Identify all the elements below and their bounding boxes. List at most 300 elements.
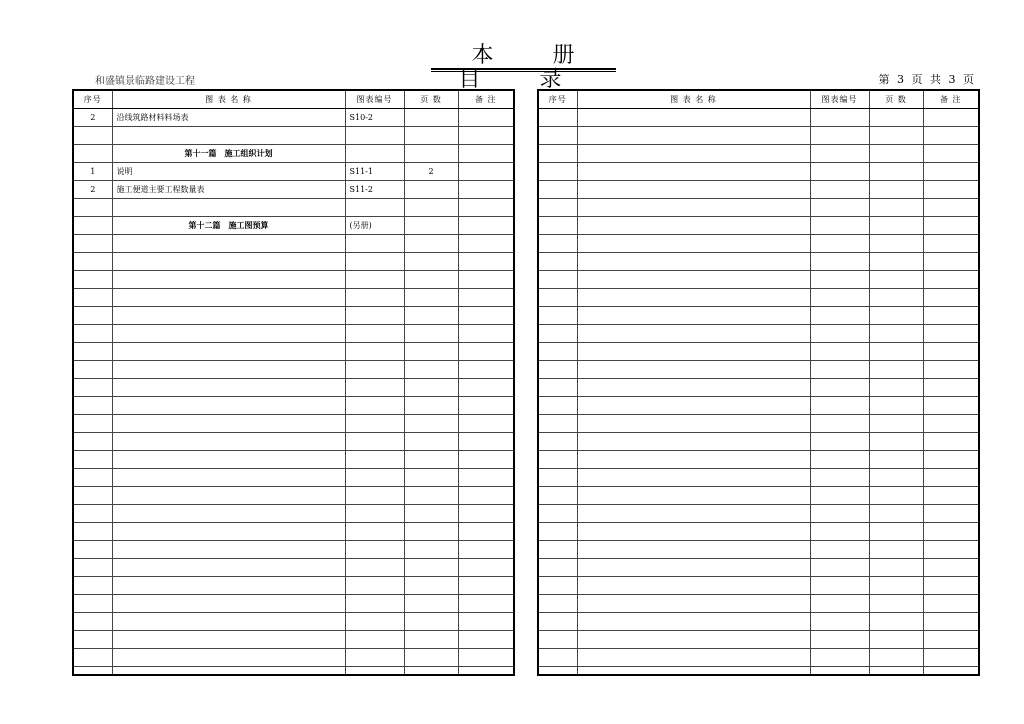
cell-code bbox=[810, 271, 869, 289]
cell-name bbox=[112, 631, 345, 649]
cell-remark bbox=[458, 253, 513, 271]
cell-no bbox=[539, 523, 577, 541]
cell-code bbox=[810, 253, 869, 271]
cell-remark bbox=[458, 325, 513, 343]
cell-name bbox=[577, 361, 810, 379]
cell-code bbox=[345, 271, 404, 289]
cell-pages bbox=[404, 397, 458, 415]
cell-name bbox=[112, 559, 345, 577]
header-name: 图 表 名 称 bbox=[577, 91, 810, 109]
cell-name bbox=[112, 235, 345, 253]
table-row bbox=[539, 217, 978, 235]
cell-pages bbox=[869, 667, 923, 677]
cell-no: 2 bbox=[74, 109, 112, 127]
cell-remark bbox=[923, 361, 978, 379]
cell-code bbox=[810, 397, 869, 415]
table-row bbox=[74, 631, 513, 649]
cell-name bbox=[577, 397, 810, 415]
table-row bbox=[539, 307, 978, 325]
cell-pages bbox=[404, 271, 458, 289]
cell-no bbox=[74, 379, 112, 397]
cell-name bbox=[577, 343, 810, 361]
cell-name bbox=[577, 217, 810, 235]
cell-remark bbox=[458, 649, 513, 667]
cell-no bbox=[539, 433, 577, 451]
cell-pages bbox=[404, 487, 458, 505]
cell-code bbox=[810, 325, 869, 343]
cell-no bbox=[539, 667, 577, 677]
cell-pages bbox=[869, 379, 923, 397]
cell-remark bbox=[923, 397, 978, 415]
cell-pages bbox=[404, 181, 458, 199]
cell-name bbox=[577, 595, 810, 613]
cell-pages bbox=[869, 559, 923, 577]
cell-remark bbox=[923, 451, 978, 469]
cell-code bbox=[345, 541, 404, 559]
cell-code bbox=[810, 559, 869, 577]
cell-name bbox=[577, 415, 810, 433]
cell-remark bbox=[923, 145, 978, 163]
cell-code bbox=[810, 523, 869, 541]
table-row bbox=[539, 505, 978, 523]
cell-pages bbox=[869, 487, 923, 505]
cell-code bbox=[810, 109, 869, 127]
cell-pages bbox=[869, 415, 923, 433]
cell-pages bbox=[869, 577, 923, 595]
cell-no bbox=[539, 487, 577, 505]
cell-code: (另册) bbox=[345, 217, 404, 235]
cell-pages bbox=[869, 631, 923, 649]
cell-remark bbox=[923, 109, 978, 127]
cell-pages bbox=[404, 577, 458, 595]
cell-no bbox=[539, 235, 577, 253]
table-row bbox=[539, 109, 978, 127]
table-row bbox=[539, 199, 978, 217]
table-row bbox=[74, 109, 513, 127]
cell-no bbox=[539, 595, 577, 613]
cell-code bbox=[345, 469, 404, 487]
table-row bbox=[74, 289, 513, 307]
cell-remark bbox=[458, 361, 513, 379]
cell-no bbox=[539, 451, 577, 469]
table-row bbox=[74, 181, 513, 199]
cell-no bbox=[539, 109, 577, 127]
cell-name bbox=[112, 289, 345, 307]
cell-code bbox=[345, 451, 404, 469]
cell-pages bbox=[869, 433, 923, 451]
cell-pages bbox=[869, 181, 923, 199]
cell-no bbox=[539, 145, 577, 163]
cell-name bbox=[112, 325, 345, 343]
cell-code bbox=[810, 289, 869, 307]
table-row bbox=[74, 271, 513, 289]
cell-remark bbox=[923, 559, 978, 577]
cell-name bbox=[577, 559, 810, 577]
table-row bbox=[74, 307, 513, 325]
cell-name bbox=[112, 343, 345, 361]
header-pages: 页 数 bbox=[404, 91, 458, 109]
cell-code bbox=[810, 235, 869, 253]
cell-pages bbox=[404, 127, 458, 145]
cell-pages bbox=[404, 613, 458, 631]
cell-no bbox=[539, 199, 577, 217]
cell-code bbox=[345, 613, 404, 631]
cell-no bbox=[74, 631, 112, 649]
cell-pages bbox=[869, 523, 923, 541]
cell-pages bbox=[869, 217, 923, 235]
table-row bbox=[539, 253, 978, 271]
table-header-row bbox=[74, 91, 513, 109]
cell-name bbox=[112, 199, 345, 217]
cell-code bbox=[810, 649, 869, 667]
cell-code bbox=[810, 361, 869, 379]
cell-pages bbox=[869, 361, 923, 379]
cell-code bbox=[810, 487, 869, 505]
cell-name bbox=[112, 649, 345, 667]
cell-code bbox=[345, 343, 404, 361]
table-row bbox=[539, 181, 978, 199]
cell-code bbox=[345, 199, 404, 217]
cell-no bbox=[539, 325, 577, 343]
table-row bbox=[74, 649, 513, 667]
cell-pages bbox=[404, 595, 458, 613]
cell-pages bbox=[404, 199, 458, 217]
cell-no bbox=[539, 631, 577, 649]
cell-code bbox=[810, 343, 869, 361]
table-row bbox=[74, 541, 513, 559]
cell-remark bbox=[458, 127, 513, 145]
header-no: 序号 bbox=[539, 91, 577, 109]
cell-name bbox=[577, 487, 810, 505]
cell-code bbox=[345, 595, 404, 613]
cell-name bbox=[112, 469, 345, 487]
cell-remark bbox=[458, 379, 513, 397]
cell-pages bbox=[869, 289, 923, 307]
table-row bbox=[539, 631, 978, 649]
table-row bbox=[74, 217, 513, 235]
table-row bbox=[539, 397, 978, 415]
cell-remark bbox=[458, 487, 513, 505]
cell-pages bbox=[404, 217, 458, 235]
cell-remark bbox=[458, 613, 513, 631]
cell-no bbox=[74, 649, 112, 667]
cell-pages bbox=[404, 631, 458, 649]
cell-remark bbox=[923, 613, 978, 631]
cell-name bbox=[577, 433, 810, 451]
cell-remark bbox=[923, 469, 978, 487]
cell-remark bbox=[923, 631, 978, 649]
cell-remark bbox=[923, 325, 978, 343]
cell-no bbox=[539, 361, 577, 379]
cell-no bbox=[74, 271, 112, 289]
cell-no bbox=[74, 415, 112, 433]
cell-name bbox=[112, 397, 345, 415]
cell-remark bbox=[458, 523, 513, 541]
cell-name bbox=[577, 235, 810, 253]
cell-no bbox=[539, 415, 577, 433]
cell-pages bbox=[404, 433, 458, 451]
cell-no bbox=[74, 127, 112, 145]
cell-no bbox=[539, 307, 577, 325]
cell-name bbox=[112, 379, 345, 397]
cell-pages bbox=[404, 145, 458, 163]
cell-name bbox=[112, 361, 345, 379]
cell-remark bbox=[458, 559, 513, 577]
cell-name bbox=[577, 145, 810, 163]
cell-name bbox=[577, 505, 810, 523]
cell-pages bbox=[404, 325, 458, 343]
cell-remark bbox=[923, 163, 978, 181]
cell-no bbox=[539, 613, 577, 631]
cell-code bbox=[345, 415, 404, 433]
cell-remark bbox=[458, 199, 513, 217]
cell-name bbox=[577, 613, 810, 631]
cell-code: S11-1 bbox=[345, 163, 404, 181]
cell-no bbox=[539, 379, 577, 397]
cell-name bbox=[577, 523, 810, 541]
cell-pages bbox=[869, 649, 923, 667]
cell-code bbox=[345, 127, 404, 145]
table-row bbox=[74, 379, 513, 397]
cell-name bbox=[112, 433, 345, 451]
cell-pages: 2 bbox=[404, 163, 458, 181]
cell-no bbox=[539, 343, 577, 361]
cell-pages bbox=[404, 307, 458, 325]
table-row bbox=[74, 397, 513, 415]
cell-no bbox=[74, 523, 112, 541]
cell-no bbox=[539, 127, 577, 145]
cell-code bbox=[810, 379, 869, 397]
cell-pages bbox=[869, 325, 923, 343]
cell-no bbox=[539, 271, 577, 289]
cell-no bbox=[539, 217, 577, 235]
cell-remark bbox=[923, 307, 978, 325]
cell-name: 说明 bbox=[112, 163, 345, 181]
cell-pages bbox=[869, 109, 923, 127]
cell-name bbox=[577, 379, 810, 397]
cell-pages bbox=[869, 145, 923, 163]
cell-remark bbox=[923, 505, 978, 523]
cell-name bbox=[577, 127, 810, 145]
table-row bbox=[74, 415, 513, 433]
cell-code bbox=[810, 541, 869, 559]
cell-no bbox=[74, 613, 112, 631]
cell-name bbox=[577, 163, 810, 181]
cell-code bbox=[810, 631, 869, 649]
cell-name bbox=[577, 577, 810, 595]
table-row bbox=[74, 235, 513, 253]
cell-no bbox=[74, 451, 112, 469]
table-row bbox=[74, 253, 513, 271]
cell-name bbox=[112, 667, 345, 677]
table-row bbox=[74, 361, 513, 379]
cell-name bbox=[577, 253, 810, 271]
title-underline bbox=[431, 68, 616, 70]
cell-code bbox=[810, 127, 869, 145]
cell-remark bbox=[458, 631, 513, 649]
cell-pages bbox=[869, 235, 923, 253]
table-row bbox=[539, 415, 978, 433]
cell-remark bbox=[458, 289, 513, 307]
table-row bbox=[539, 235, 978, 253]
cell-code bbox=[345, 145, 404, 163]
cell-code bbox=[345, 559, 404, 577]
cell-code bbox=[810, 613, 869, 631]
header-remark: 备 注 bbox=[923, 91, 978, 109]
cell-remark bbox=[458, 667, 513, 677]
header-no: 序号 bbox=[74, 91, 112, 109]
cell-no bbox=[74, 307, 112, 325]
cell-remark bbox=[923, 217, 978, 235]
table-row bbox=[539, 163, 978, 181]
cell-no bbox=[74, 235, 112, 253]
cell-name: 第十一篇 施工组织计划 bbox=[112, 145, 345, 163]
cell-remark bbox=[458, 235, 513, 253]
table-row bbox=[74, 433, 513, 451]
cell-name bbox=[112, 271, 345, 289]
cell-pages bbox=[404, 559, 458, 577]
cell-remark bbox=[458, 577, 513, 595]
cell-code bbox=[810, 415, 869, 433]
cell-no bbox=[539, 181, 577, 199]
cell-code bbox=[345, 577, 404, 595]
cell-remark bbox=[923, 127, 978, 145]
cell-remark bbox=[923, 541, 978, 559]
header-pages: 页 数 bbox=[869, 91, 923, 109]
cell-pages bbox=[869, 271, 923, 289]
cell-no bbox=[74, 505, 112, 523]
cell-name bbox=[577, 631, 810, 649]
right-index-table bbox=[537, 89, 980, 676]
cell-name bbox=[577, 307, 810, 325]
cell-remark bbox=[458, 433, 513, 451]
table-row bbox=[74, 127, 513, 145]
cell-pages bbox=[404, 289, 458, 307]
header-code: 图表编号 bbox=[810, 91, 869, 109]
table-row bbox=[539, 379, 978, 397]
table-row bbox=[74, 325, 513, 343]
cell-name bbox=[577, 109, 810, 127]
table-row bbox=[74, 199, 513, 217]
cell-pages bbox=[869, 541, 923, 559]
cell-pages bbox=[869, 199, 923, 217]
cell-pages bbox=[404, 109, 458, 127]
cell-name: 第十二篇 施工图预算 bbox=[112, 217, 345, 235]
cell-code bbox=[345, 397, 404, 415]
cell-name bbox=[577, 271, 810, 289]
table-row bbox=[539, 127, 978, 145]
page-title: 本 册 目 录 bbox=[458, 43, 601, 92]
cell-name bbox=[112, 595, 345, 613]
cell-code bbox=[345, 235, 404, 253]
table-row bbox=[539, 487, 978, 505]
cell-no bbox=[74, 145, 112, 163]
cell-name: 施工便道主要工程数量表 bbox=[112, 181, 345, 199]
table-row bbox=[539, 451, 978, 469]
cell-code bbox=[345, 379, 404, 397]
cell-name bbox=[577, 451, 810, 469]
cell-remark bbox=[923, 667, 978, 677]
cell-code bbox=[810, 199, 869, 217]
table-row bbox=[539, 595, 978, 613]
header-code: 图表编号 bbox=[345, 91, 404, 109]
table-row bbox=[539, 649, 978, 667]
cell-remark bbox=[923, 199, 978, 217]
cell-code: S10-2 bbox=[345, 109, 404, 127]
table-row bbox=[74, 469, 513, 487]
cell-pages bbox=[404, 451, 458, 469]
cell-no bbox=[539, 541, 577, 559]
cell-name bbox=[112, 451, 345, 469]
cell-no bbox=[539, 253, 577, 271]
cell-name bbox=[577, 181, 810, 199]
cell-code bbox=[345, 253, 404, 271]
cell-pages bbox=[869, 307, 923, 325]
table-header-row bbox=[539, 91, 978, 109]
cell-remark bbox=[458, 145, 513, 163]
cell-no bbox=[74, 577, 112, 595]
cell-pages bbox=[869, 505, 923, 523]
cell-remark bbox=[923, 595, 978, 613]
cell-pages bbox=[404, 235, 458, 253]
cell-no: 1 bbox=[74, 163, 112, 181]
table-row bbox=[74, 559, 513, 577]
table-row bbox=[539, 271, 978, 289]
cell-name bbox=[112, 613, 345, 631]
cell-no: 2 bbox=[74, 181, 112, 199]
cell-code bbox=[810, 181, 869, 199]
cell-code bbox=[810, 595, 869, 613]
cell-name bbox=[112, 307, 345, 325]
cell-remark bbox=[923, 289, 978, 307]
cell-no bbox=[74, 361, 112, 379]
table-row bbox=[74, 667, 513, 677]
cell-remark bbox=[458, 541, 513, 559]
cell-no bbox=[539, 397, 577, 415]
cell-code: S11-2 bbox=[345, 181, 404, 199]
cell-pages bbox=[404, 361, 458, 379]
cell-pages bbox=[869, 397, 923, 415]
cell-remark bbox=[458, 271, 513, 289]
cell-name bbox=[577, 199, 810, 217]
cell-code bbox=[810, 505, 869, 523]
cell-remark bbox=[458, 415, 513, 433]
cell-remark bbox=[458, 163, 513, 181]
cell-name bbox=[577, 469, 810, 487]
table-row bbox=[539, 361, 978, 379]
cell-code bbox=[810, 217, 869, 235]
cell-code bbox=[810, 469, 869, 487]
cell-no bbox=[74, 217, 112, 235]
cell-pages bbox=[869, 451, 923, 469]
cell-name bbox=[577, 325, 810, 343]
left-index-table bbox=[72, 89, 515, 676]
cell-remark bbox=[923, 415, 978, 433]
cell-remark bbox=[923, 379, 978, 397]
cell-remark bbox=[923, 487, 978, 505]
cell-code bbox=[345, 433, 404, 451]
table-row bbox=[74, 163, 513, 181]
page-info: 第 3 页 共 3 页 bbox=[878, 73, 976, 86]
table-row bbox=[74, 451, 513, 469]
cell-name bbox=[112, 487, 345, 505]
cell-code bbox=[345, 649, 404, 667]
cell-remark bbox=[923, 649, 978, 667]
cell-no bbox=[74, 469, 112, 487]
cell-pages bbox=[404, 541, 458, 559]
cell-name bbox=[577, 649, 810, 667]
cell-name bbox=[112, 523, 345, 541]
